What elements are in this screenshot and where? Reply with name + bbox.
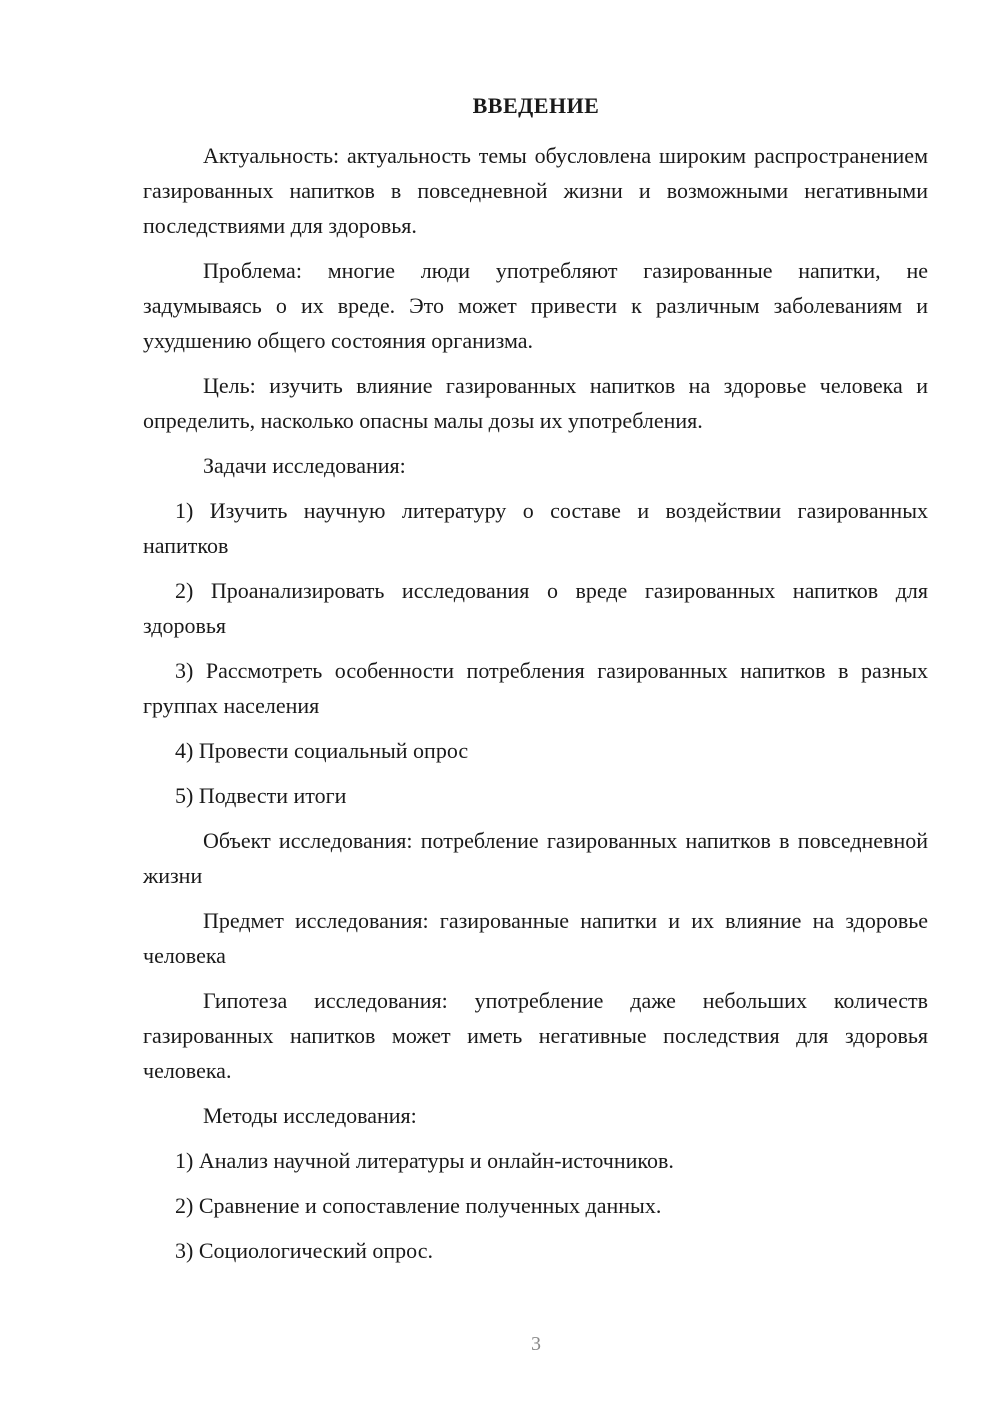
paragraph-problem: Проблема: многие люди употребляют газированные напитки, не задумываясь о их вреде. Это может привести к различным заболеваниям и ухудшению общего состояния организма. — [143, 258, 928, 353]
paragraph-subject: Предмет исследования: газированные напитки и их влияние на здоровье человека — [143, 908, 928, 968]
paragraph-goal: Цель: изучить влияние газированных напитков на здоровье человека и определить, насколько опасны малы дозы их употребления. — [143, 373, 928, 433]
paragraph-relevance: Актуальность: актуальность темы обусловлена широким распространением газированных напитков в повседневной жизни и возможными негативными последствиями для здоровья. — [143, 143, 928, 238]
tasks-heading: Задачи исследования: — [203, 453, 406, 478]
task-item-3: 3) Рассмотреть особенности потребления газированных напитков в разных группах населения — [143, 658, 928, 718]
task-item-4: 4) Провести социальный опрос — [175, 738, 469, 763]
methods-heading: Методы исследования: — [203, 1103, 417, 1128]
task-item-1: 1) Изучить научную литературу о составе и воздействии газированных напитков — [143, 498, 928, 558]
method-item-1: 1) Анализ научной литературы и онлайн-источников. — [175, 1148, 674, 1173]
task-item-5: 5) Подвести итоги — [175, 783, 347, 808]
document-body — [143, 138, 928, 1278]
method-item-3: 3) Социологический опрос. — [175, 1238, 433, 1263]
page-number: 3 — [531, 1333, 541, 1355]
paragraph-hypothesis: Гипотеза исследования: употребление даже небольших количеств газированных напитков может иметь негативные последствия для здоровья человека. — [143, 988, 928, 1083]
page-title: ВВЕДЕНИЕ — [472, 93, 600, 118]
task-item-2: 2) Проанализировать исследования о вреде газированных напитков для здоровья — [143, 578, 928, 638]
method-item-2: 2) Сравнение и сопоставление полученных данных. — [175, 1193, 662, 1218]
paragraph-object: Объект исследования: потребление газированных напитков в повседневной жизни — [143, 828, 928, 888]
